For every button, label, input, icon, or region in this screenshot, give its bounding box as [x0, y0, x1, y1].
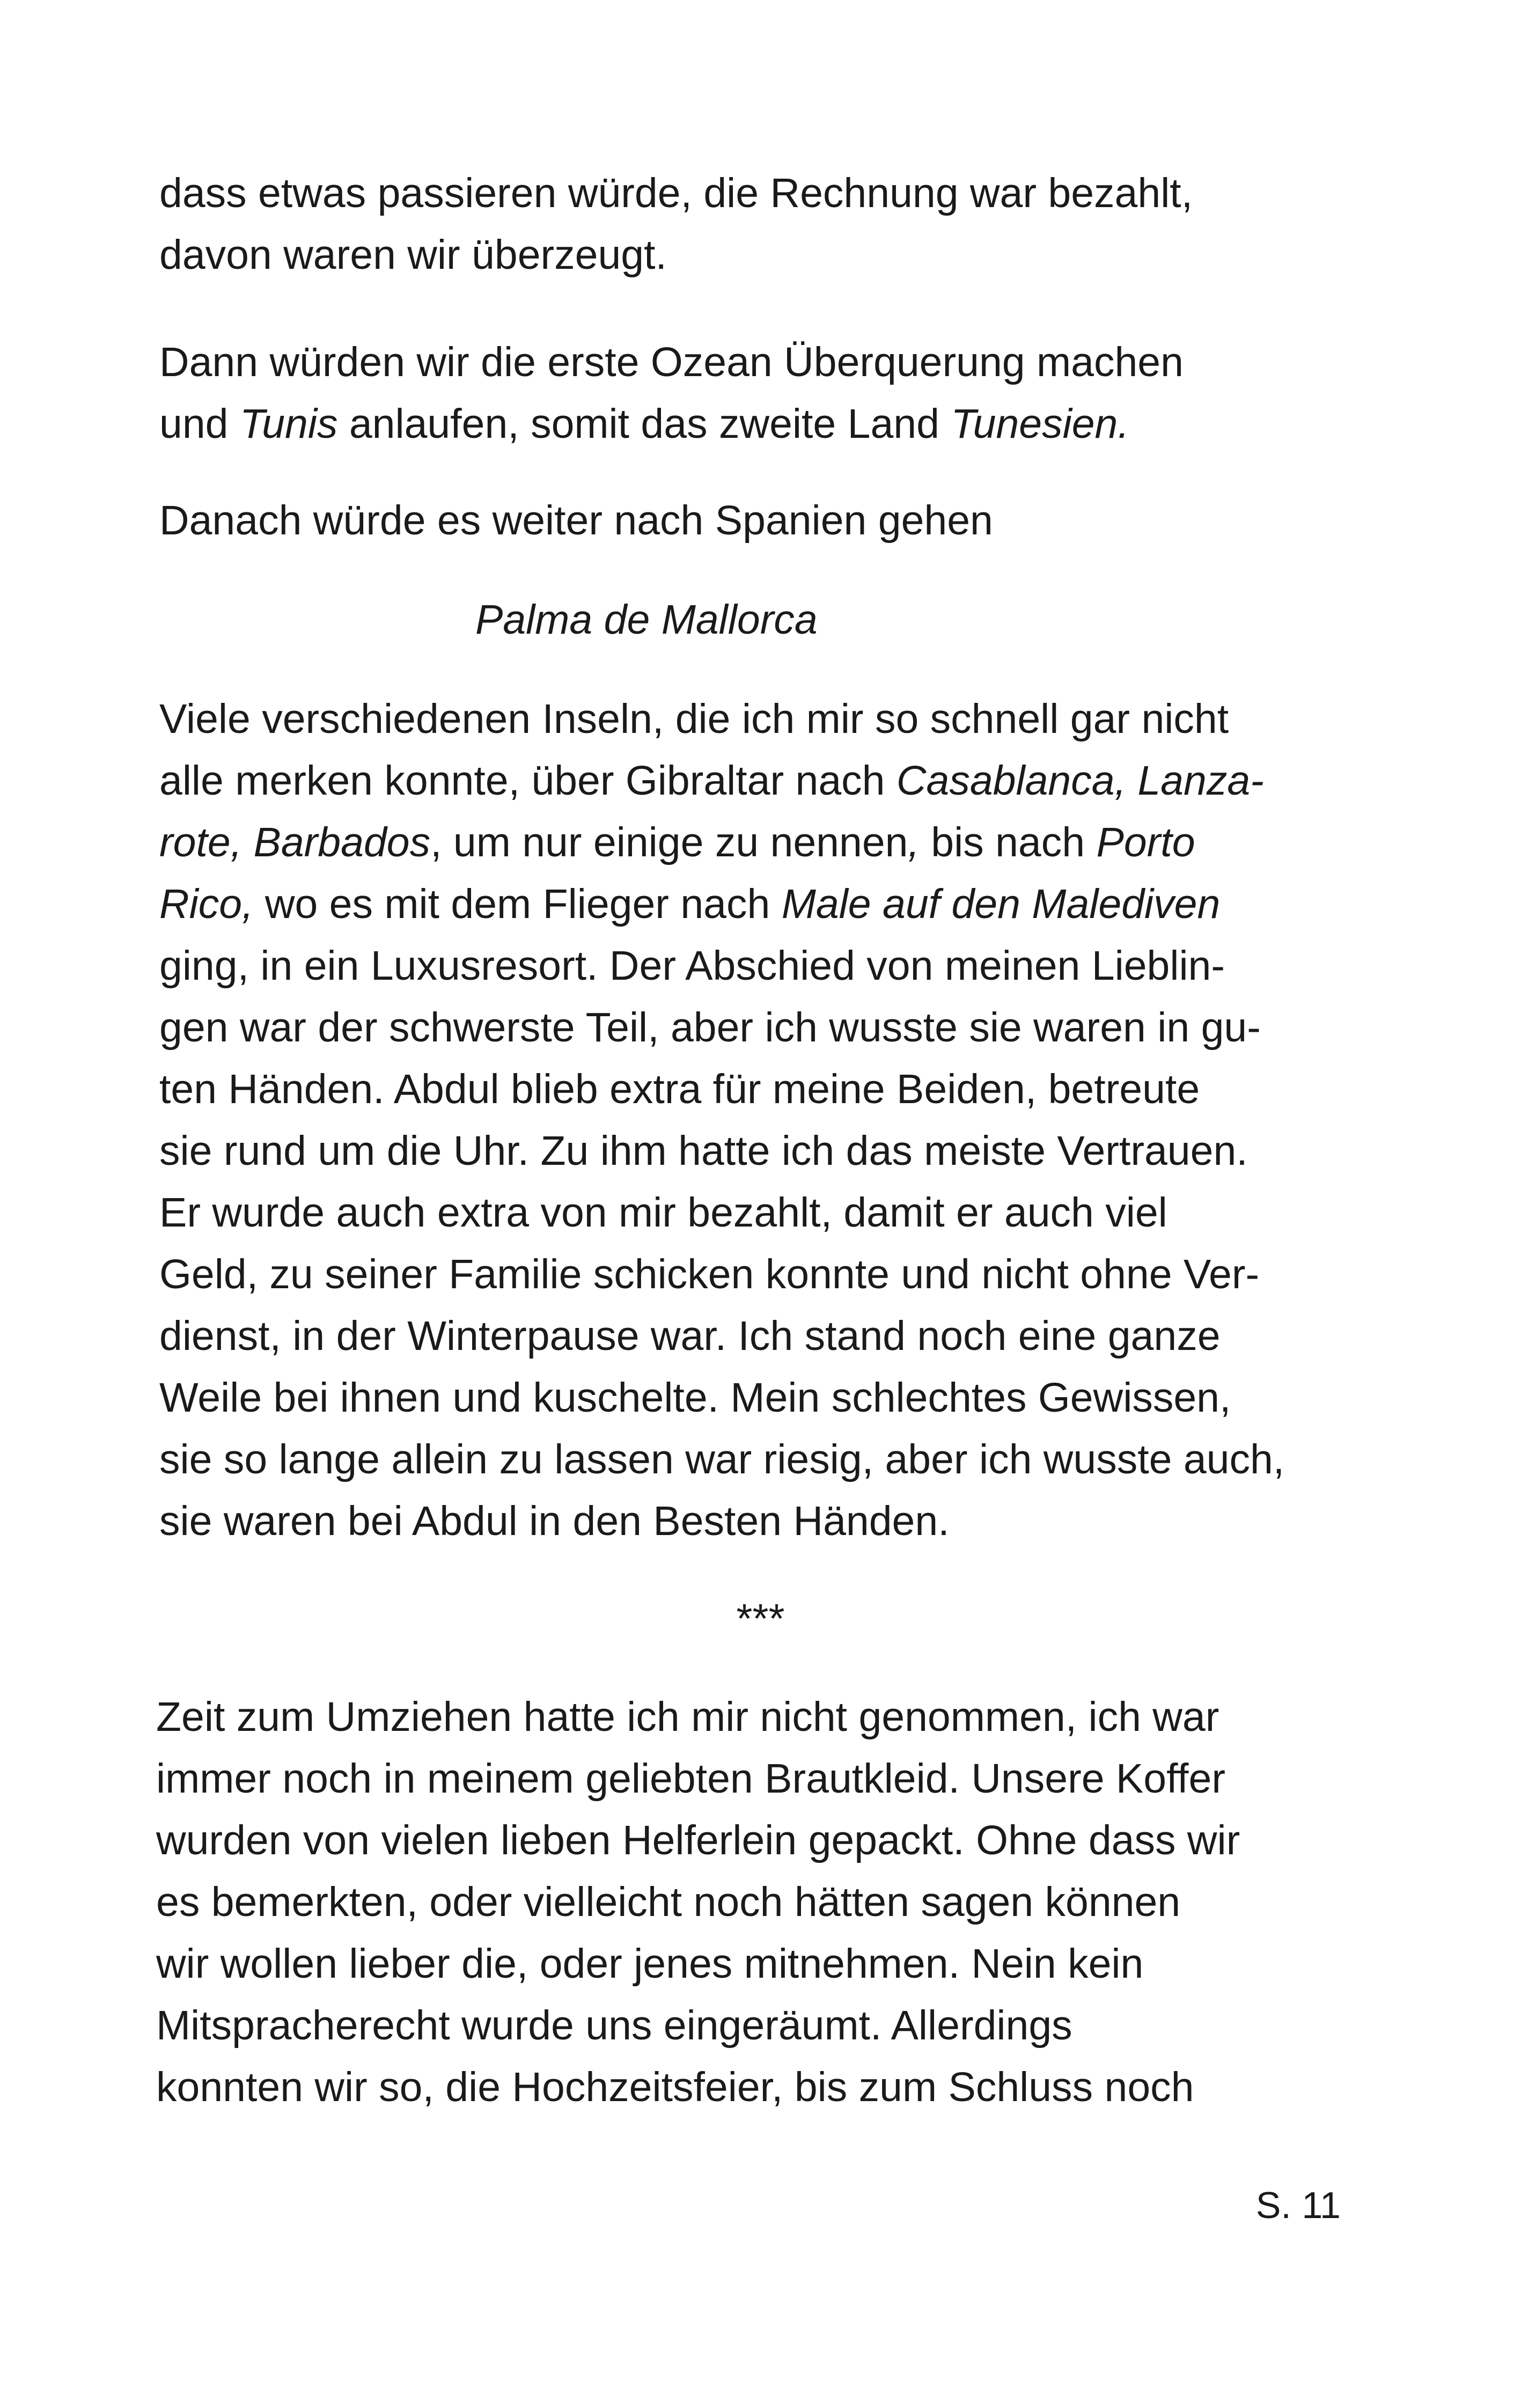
text-segment: dienst, in der Winterpause war. Ich stand noch eine ganze: [159, 1313, 1221, 1359]
text-line: [156, 1752, 1225, 1805]
text-line: [159, 1433, 1284, 1486]
text-segment: Geld, zu seiner Familie schicken konnte und nicht ohne Ver-: [159, 1251, 1260, 1297]
text-line: [159, 754, 1264, 807]
text-segment: ten Händen. Abdul blieb extra für meine Beiden, betreute: [159, 1066, 1200, 1112]
text-segment: ging, in ein Luxusresort. Der Abschied von meinen Lieblin-: [159, 943, 1225, 989]
italic-text: Casablanca, Lanza-: [896, 758, 1264, 804]
text-segment: alle merken konnte, über Gibraltar nach: [159, 758, 897, 804]
text-line: [159, 1124, 1248, 1178]
text-line: [159, 939, 1225, 993]
text-segment: wir wollen lieber die, oder jenes mitnehmen. Nein kein: [156, 1941, 1144, 1987]
text-segment: Zeit zum Umziehen hatte ich mir nicht genommen, ich war: [156, 1694, 1219, 1740]
text-line: [159, 1494, 950, 1548]
text-segment: Weile bei ihnen und kuschelte. Mein schlechtes Gewissen,: [159, 1375, 1231, 1421]
text-segment: anlaufen, somit das zweite Land: [337, 401, 951, 447]
text-line: [159, 1001, 1261, 1054]
text-segment: davon waren wir überzeugt.: [159, 232, 667, 278]
text-segment: bis nach: [919, 819, 1097, 865]
text-segment: sie waren bei Abdul in den Besten Händen.: [159, 1498, 950, 1544]
text-line: [159, 1309, 1221, 1363]
text-segment: konnten wir so, die Hochzeitsfeier, bis zum Schluss noch: [156, 2064, 1194, 2110]
text-line: [159, 692, 1229, 746]
text-line: [159, 816, 1195, 869]
text-line: [159, 1186, 1167, 1239]
text-segment: Mitspracherecht wurde uns eingeräumt. Allerdings: [156, 2002, 1072, 2049]
text-line: [156, 1690, 1219, 1744]
text-segment: wurden von vielen lieben Helferlein gepackt. Ohne dass wir: [156, 1817, 1240, 1863]
text-line: [159, 1371, 1231, 1425]
text-line: [159, 166, 1193, 220]
text-segment: Dann würden wir die erste Ozean Überquerung machen: [159, 339, 1184, 385]
text-line: [159, 228, 667, 282]
italic-text: Rico,: [159, 881, 254, 927]
text-line: [159, 335, 1184, 389]
text-segment: sie so lange allein zu lassen war riesig, aber ich wusste auch,: [159, 1436, 1285, 1482]
italic-text: Tunesien.: [951, 401, 1129, 447]
text-segment: gen war der schwerste Teil, aber ich wusste sie waren in gu-: [159, 1004, 1261, 1051]
text-line: [156, 1999, 1072, 2052]
text-segment: sie rund um die Uhr. Zu ihm hatte ich das meiste Vertrauen.: [159, 1128, 1248, 1174]
text-line: [156, 1814, 1240, 1867]
text-line: [156, 1875, 1180, 1929]
text-segment: wo es mit dem Flieger nach: [253, 881, 782, 927]
text-segment: Er wurde auch extra von mir bezahlt, damit er auch viel: [159, 1190, 1167, 1236]
text-segment: Danach würde es weiter nach Spanien gehen: [159, 497, 993, 544]
text-line: [475, 593, 818, 647]
text-line: [156, 2060, 1194, 2114]
text-line: [159, 877, 1220, 931]
section-separator: ***: [736, 1596, 785, 1642]
text-line: [159, 1062, 1200, 1116]
text-segment: Viele verschiedenen Inseln, die ich mir so schnell gar nicht: [159, 696, 1229, 742]
text-line: [159, 494, 993, 547]
italic-text: Palma de Mallorca: [475, 597, 818, 643]
text-segment: es bemerkten, oder vielleicht noch hätten sagen können: [156, 1879, 1181, 1925]
text-line: [159, 397, 1129, 451]
italic-text: Male auf den Malediven: [781, 881, 1221, 927]
page-number: S. 11: [1255, 2184, 1341, 2226]
text-segment: und: [159, 401, 240, 447]
italic-text: rote, Barbados: [159, 819, 431, 865]
text-line: [159, 1247, 1259, 1301]
italic-text: ,: [908, 819, 920, 865]
text-segment: immer noch in meinem geliebten Brautkleid. Unsere Koffer: [156, 1756, 1225, 1802]
text-segment: dass etwas passieren würde, die Rechnung war bezahlt,: [159, 170, 1193, 216]
italic-text: Tunis: [239, 401, 338, 447]
text-line: [156, 1937, 1143, 1991]
italic-text: Porto: [1096, 819, 1195, 865]
text-segment: , um nur einige zu nennen: [430, 819, 908, 865]
